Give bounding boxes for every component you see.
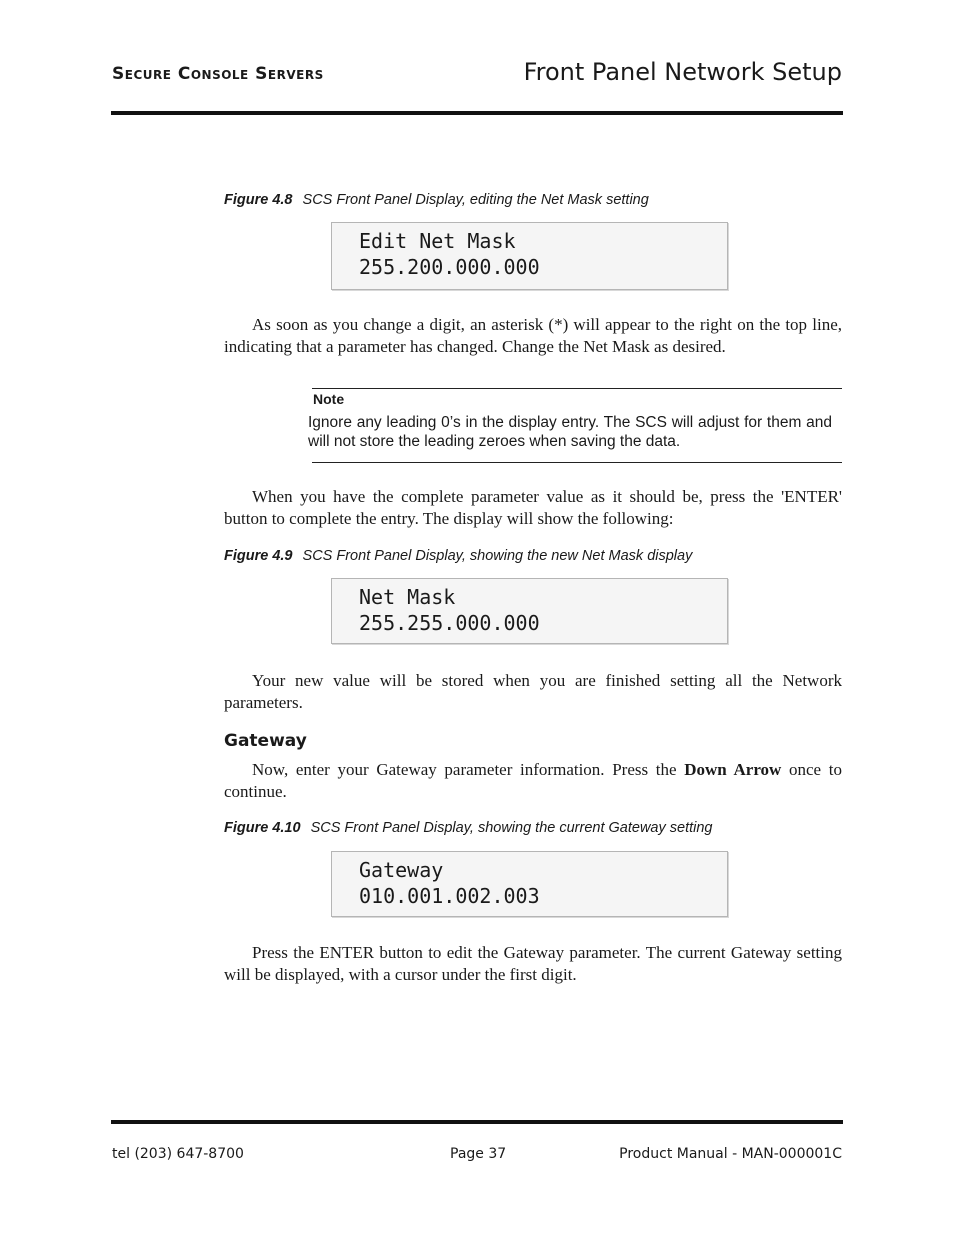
figure-caption-text: SCS Front Panel Display, editing the Net Mask setting bbox=[302, 192, 649, 208]
figure-caption-text: SCS Front Panel Display, showing the current Gateway setting bbox=[310, 820, 713, 836]
bold-key-name: Down Arrow bbox=[684, 760, 782, 779]
note-bottom-rule bbox=[312, 462, 842, 463]
figure-caption-4-10 bbox=[224, 820, 713, 836]
header-rule bbox=[111, 111, 843, 115]
footer-manual-id: Product Manual - MAN-000001C bbox=[619, 1146, 842, 1162]
figure-number: Figure 4.8 bbox=[224, 192, 293, 208]
footer-rule bbox=[111, 1120, 843, 1124]
paragraph-enter bbox=[224, 486, 842, 529]
section-heading-gateway: Gateway bbox=[224, 731, 307, 751]
paragraph-text: Your new value will be stored when you are finished setting all the Network parameters. bbox=[224, 671, 842, 712]
note-title: Note bbox=[313, 391, 345, 407]
figure-caption-4-8 bbox=[224, 192, 649, 208]
note-body: Ignore any leading 0’s in the display entry. The SCS will adjust for them and will not store the leading zeroes when saving the data. bbox=[308, 414, 832, 450]
header-section-title: Secure Console Servers bbox=[112, 64, 324, 84]
lcd-line-2: 010.001.002.003 bbox=[359, 884, 540, 908]
lcd-line-1: Net Mask bbox=[359, 585, 456, 609]
lcd-line-2: 255.200.000.000 bbox=[359, 255, 540, 279]
lcd-line-2: 255.255.000.000 bbox=[359, 611, 540, 635]
figure-caption-4-9 bbox=[224, 548, 692, 564]
footer-phone: tel (203) 647-8700 bbox=[112, 1146, 244, 1162]
paragraph-gateway bbox=[224, 759, 842, 802]
lcd-display-net-mask-edit bbox=[331, 222, 728, 290]
paragraph-text: Now, enter your Gateway parameter information. Press the bbox=[252, 760, 677, 779]
paragraph-text: Press the ENTER button to edit the Gateway parameter. The current Gateway setting will be displayed, with a cursor under the first digit. bbox=[224, 943, 842, 984]
figure-number: Figure 4.9 bbox=[224, 548, 293, 564]
lcd-display-net-mask bbox=[331, 578, 728, 644]
figure-caption-text: SCS Front Panel Display, showing the new Net Mask display bbox=[302, 548, 693, 564]
lcd-line-1: Edit Net Mask bbox=[359, 229, 516, 253]
paragraph-text: once to continue. bbox=[224, 760, 843, 801]
page-title: Front Panel Network Setup bbox=[523, 58, 842, 86]
note-box bbox=[308, 388, 842, 463]
lcd-line-1: Gateway bbox=[359, 858, 444, 882]
paragraph-stored bbox=[224, 670, 842, 713]
footer-page-number: Page 37 bbox=[450, 1146, 507, 1162]
lcd-display-gateway bbox=[331, 851, 728, 917]
figure-number: Figure 4.10 bbox=[224, 820, 301, 836]
paragraph-asterisk bbox=[224, 314, 842, 357]
paragraph-text: When you have the complete parameter value as it should be, press the 'ENTER' button to complete the entry. The display will show the following: bbox=[224, 487, 842, 528]
note-top-rule bbox=[312, 388, 842, 389]
paragraph-enter-gateway bbox=[224, 942, 842, 985]
paragraph-text: As soon as you change a digit, an asterisk (*) will appear to the right on the top line, indicating that a parameter has changed. Change the Net Mask as desired. bbox=[224, 315, 842, 356]
